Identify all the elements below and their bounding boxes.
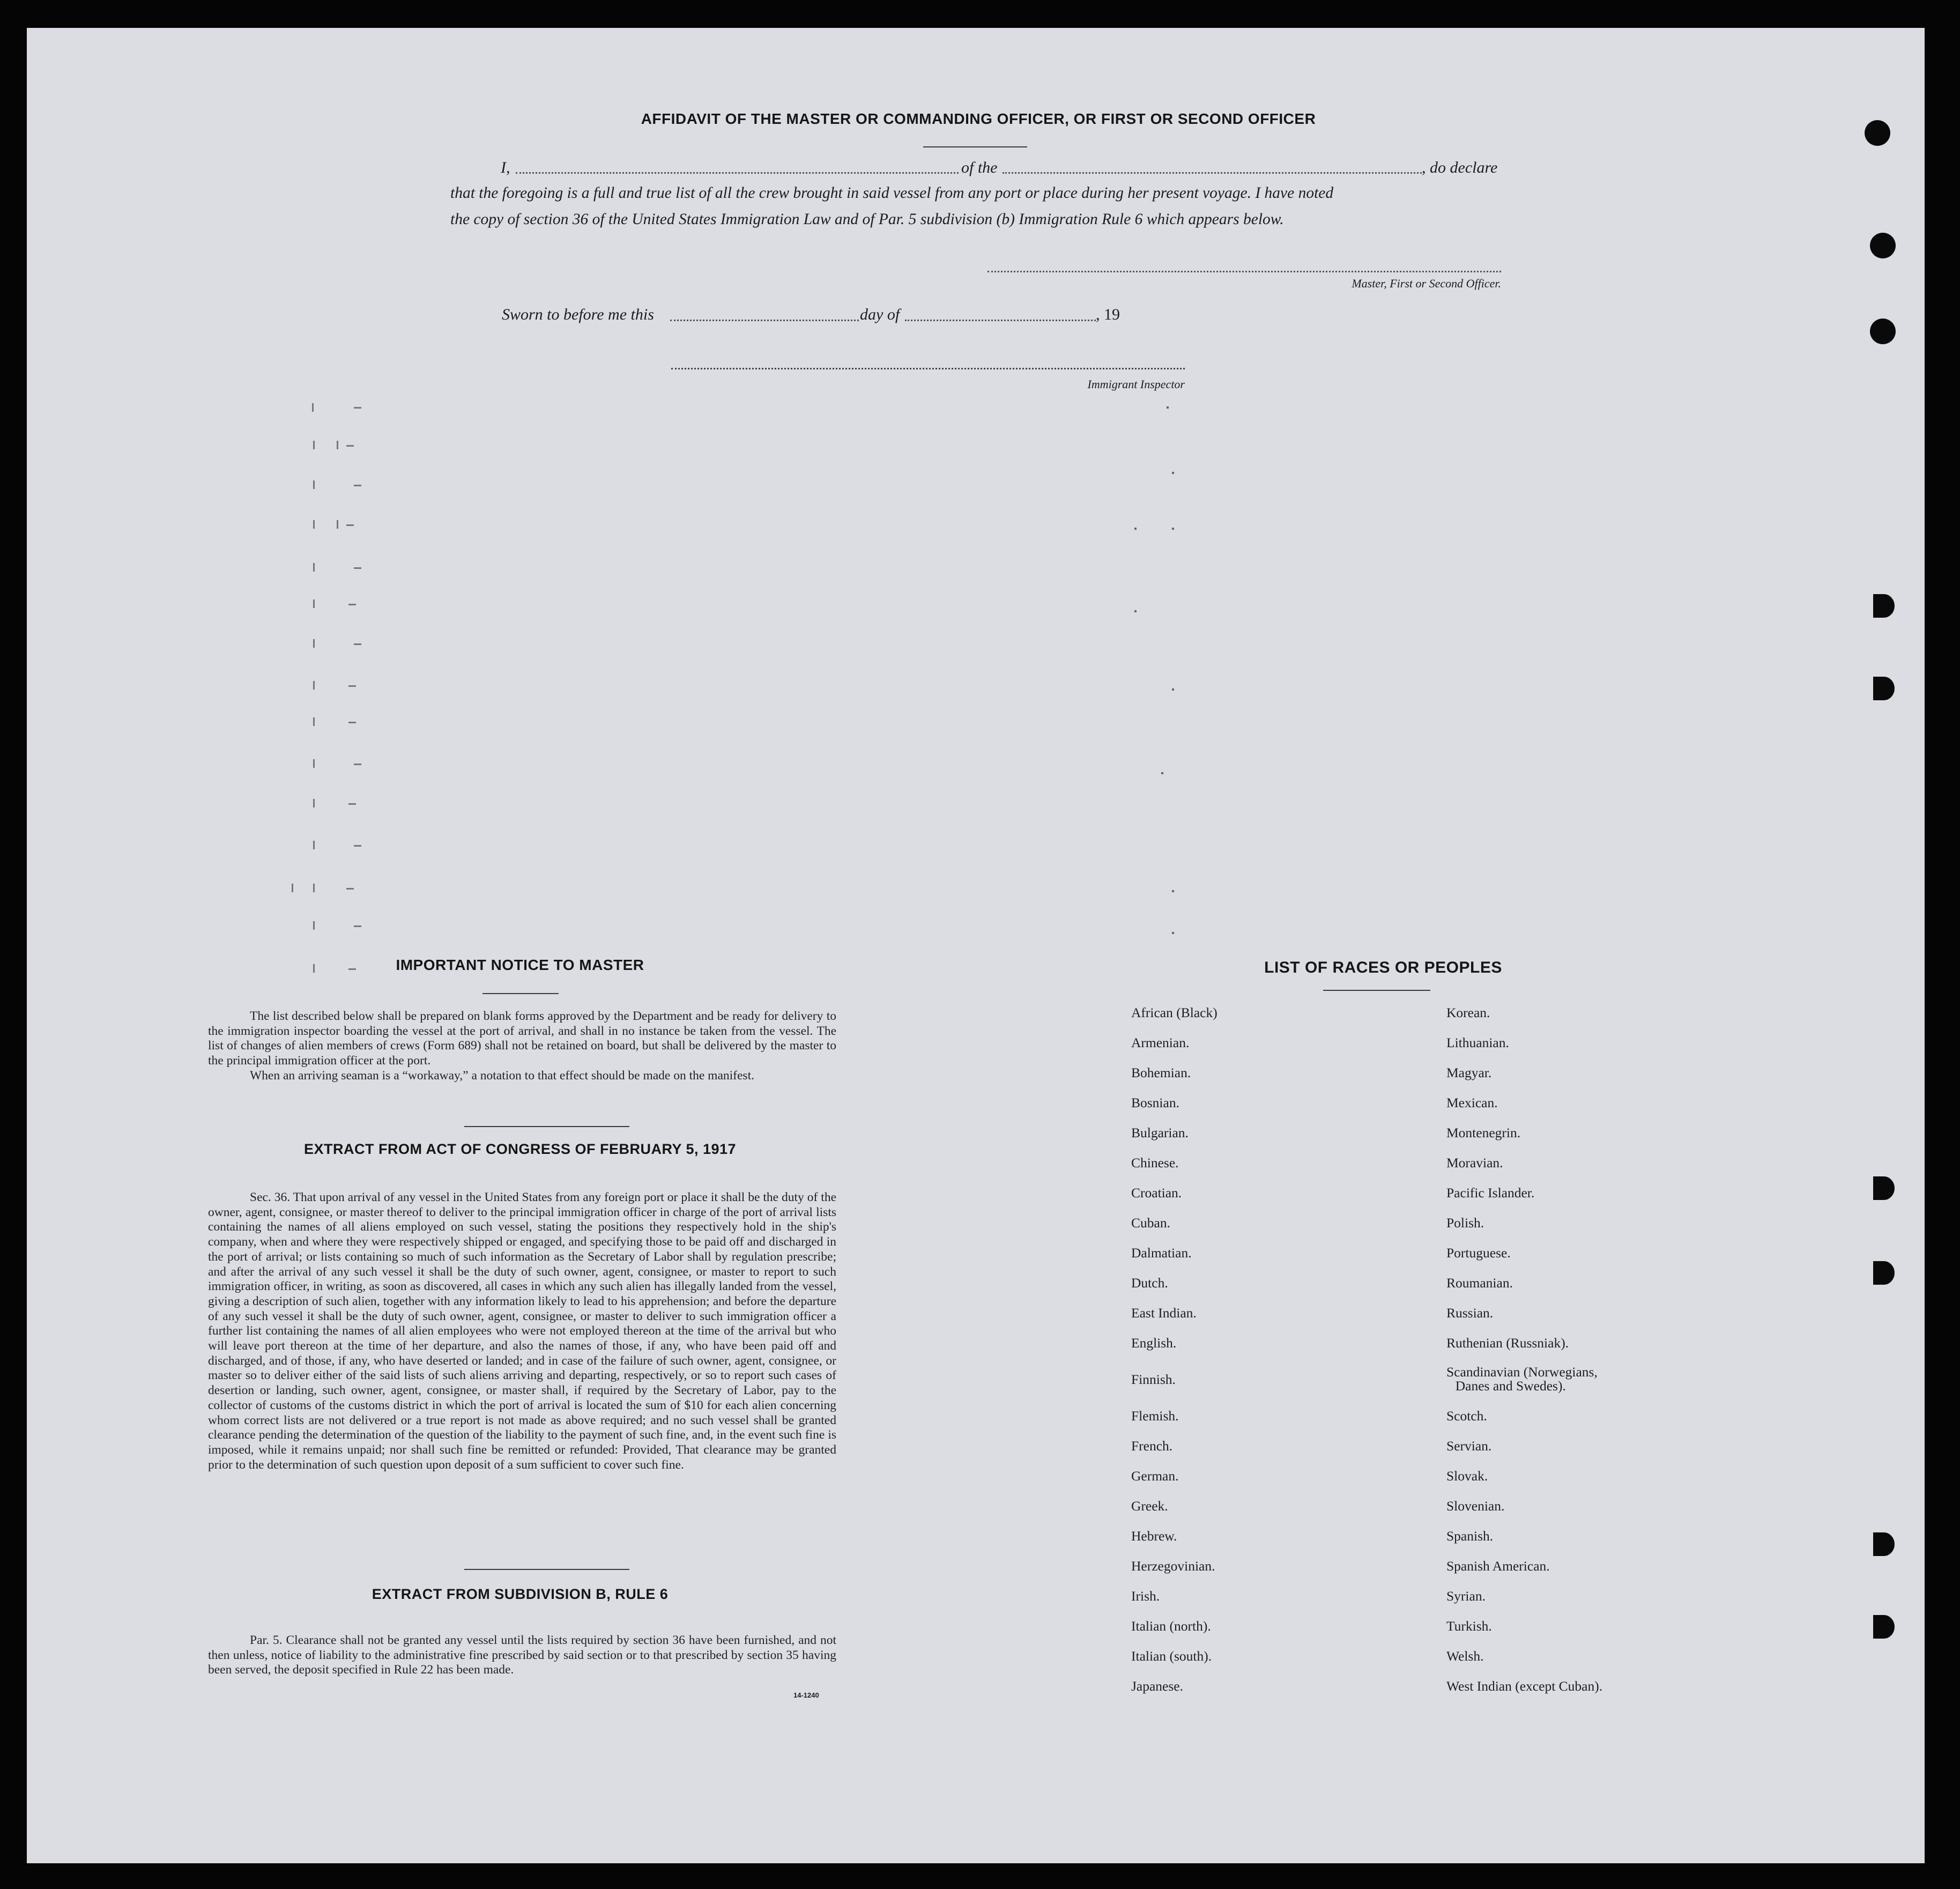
race-item: Dutch. xyxy=(1131,1275,1168,1291)
race-item: Magyar. xyxy=(1446,1065,1492,1080)
race-item: Dalmatian. xyxy=(1131,1245,1192,1261)
race-item: Portuguese. xyxy=(1446,1245,1511,1261)
inspector-label: Immigrant Inspector xyxy=(1087,377,1185,391)
race-item: Hebrew. xyxy=(1131,1528,1177,1544)
rule-top-rule xyxy=(464,1569,629,1570)
race-item: Italian (south). xyxy=(1131,1648,1212,1664)
race-item: Japanese. xyxy=(1131,1678,1183,1694)
binder-hole-8 xyxy=(1873,1532,1895,1556)
rule-text xyxy=(208,1633,836,1678)
declaration-line-2: that the foregoing is a full and true list of all the crew brought in said vessel from any port or place during her present voyage. I have noted xyxy=(450,184,1334,202)
races-title-rule xyxy=(1323,990,1430,991)
sworn-day-of: day of xyxy=(860,306,900,323)
declaration-of-the: of the xyxy=(961,159,998,176)
race-item: Bohemian. xyxy=(1131,1065,1191,1080)
race-item: Finnish. xyxy=(1131,1372,1176,1387)
race-item: Slovenian. xyxy=(1446,1498,1505,1514)
act-title: EXTRACT FROM ACT OF CONGRESS OF FEBRUARY 5, 1917 xyxy=(303,1141,737,1157)
race-item: Slovak. xyxy=(1446,1468,1488,1484)
vessel-name-field[interactable] xyxy=(1003,172,1422,174)
race-item: Ruthenian (Russniak). xyxy=(1446,1335,1569,1351)
act-top-rule xyxy=(464,1126,629,1127)
affidavit-title: AFFIDAVIT OF THE MASTER OR COMMANDING OFFICER, OR FIRST OR SECOND OFFICER xyxy=(641,110,1316,127)
race-item: Scandinavian (Norwegians, xyxy=(1446,1364,1598,1380)
form-number: 14-1240 xyxy=(793,1691,819,1699)
race-item: Herzegovinian. xyxy=(1131,1558,1215,1574)
notice-paragraph-2: When an arriving seaman is a “workaway,” a notation to that effect should be made on the manifest. xyxy=(250,1068,754,1083)
race-item: German. xyxy=(1131,1468,1179,1484)
act-text xyxy=(208,1190,836,1472)
rule-paragraph-5: Par. 5. Clearance shall not be granted any vessel until the lists required by section 36 have been furnished, and not then unless, notice of liability to the administrative fine prescribed by said section or to that prescribed by section 35 having been served, the deposit specified in Rule 22 has been made. xyxy=(208,1633,836,1677)
notice-title-rule xyxy=(482,993,559,994)
race-item: Welsh. xyxy=(1446,1648,1484,1664)
declarant-name-field[interactable] xyxy=(516,172,959,174)
binder-hole-7 xyxy=(1873,1261,1895,1285)
sworn-year: , 19 xyxy=(1096,306,1120,323)
act-section-36: Sec. 36. That upon arrival of any vessel in the United States from any foreign port or place it shall be the duty of the owner, agent, consignee, or master thereof to deliver to the principal immigration officer in charge of the port of arrival lists containing the names of all aliens employed on such vessel, stating the positions they respectively hold in the ship's company, when and where they were respectively shipped or engaged, and specifying those to be paid off and discharged in the port of arrival; or lists containing so much of such information as the Secretary of Labor shall by regulation prescribe; and after the arrival of any such vessel it shall be the duty of such owner, agent, consignee, or master to report to such immigration officer, in writing, as soon as discovered, all cases in which any such alien has illegally landed from the vessel, giving a description of such alien, together with any information likely to lead to his apprehension; and before the departure of any such vessel it shall be the duty of such owner, agent, consignee, or master to deliver to such immigration officer a further list containing the names of all alien employees who were not employed thereon at the time of the arrival but who will leave port thereon at the time of her departure, and also the names of those, if any, who have been paid off and discharged, and of those, if any, who have deserted or landed; and in case of the failure of such owner, agent, consignee, or master so to deliver either of the said lists of such aliens arriving and departing, respectively, or so to report such cases of desertion or landing, such owner, agent, consignee, or master shall, if required by the Secretary of Labor, pay to the collector of customs of the customs district in which the port of arrival is located the sum of $10 for each alien concerning whom correct lists are not delivered or a true report is not made as above required; and no such vessel shall be granted clearance pending the determination of the question of the liability to the payment of such fine, and, in the event such fine is imposed, while it remains unpaid; nor shall such fine be remitted or refunded: Provided, That clearance may be granted prior to the determination of such question upon deposit of a sum sufficient to cover such fine. xyxy=(208,1190,836,1472)
race-item: Armenian. xyxy=(1131,1035,1190,1050)
race-item: Bulgarian. xyxy=(1131,1125,1189,1140)
sworn-day-field[interactable] xyxy=(670,320,859,321)
notice-paragraph-1: The list described below shall be prepared on blank forms approved by the Department and be ready for delivery to the immigration inspector boarding the vessel at the port of arrival, and shall in no instance be taken from the vessel. The list of changes of alien members of crews (Form 689) shall not be retained on board, but shall be delivered by the master to the principal immigration officer at the port. xyxy=(208,1009,836,1068)
race-item: French. xyxy=(1131,1438,1173,1454)
sworn-month-field[interactable] xyxy=(905,320,1096,321)
race-item: East Indian. xyxy=(1131,1305,1197,1321)
master-signature-label: Master, First or Second Officer. xyxy=(1352,277,1501,290)
race-item: Danes and Swedes). xyxy=(1449,1378,1566,1394)
race-item: English. xyxy=(1131,1335,1177,1351)
race-item: Pacific Islander. xyxy=(1446,1185,1535,1201)
inspector-signature-line[interactable] xyxy=(671,368,1185,369)
binder-hole-6 xyxy=(1873,1176,1895,1200)
race-item: Irish. xyxy=(1131,1588,1160,1604)
binder-hole-4 xyxy=(1873,594,1895,618)
race-item: Scotch. xyxy=(1446,1408,1487,1424)
rule-title: EXTRACT FROM SUBDIVISION B, RULE 6 xyxy=(372,1586,669,1602)
affidavit-title-rule xyxy=(923,146,1027,147)
race-item: Russian. xyxy=(1446,1305,1494,1321)
form-sheet xyxy=(27,28,1925,1863)
master-signature-line[interactable] xyxy=(988,271,1501,272)
race-item: Flemish. xyxy=(1131,1408,1179,1424)
declaration-do-declare: , do declare xyxy=(1422,159,1498,176)
sworn-text: Sworn to before me this xyxy=(502,306,654,323)
race-item: Turkish. xyxy=(1446,1618,1492,1634)
race-item: Italian (north). xyxy=(1131,1618,1211,1634)
race-item: Spanish American. xyxy=(1446,1558,1550,1574)
race-item: Bosnian. xyxy=(1131,1095,1179,1110)
race-item: Korean. xyxy=(1446,1005,1490,1020)
race-item: Cuban. xyxy=(1131,1215,1170,1231)
race-item: African (Black) xyxy=(1131,1005,1217,1020)
race-item: Servian. xyxy=(1446,1438,1492,1454)
race-item: Lithuanian. xyxy=(1446,1035,1509,1050)
race-item: Montenegrin. xyxy=(1446,1125,1521,1140)
race-item: Moravian. xyxy=(1446,1155,1503,1171)
notice-title: IMPORTANT NOTICE TO MASTER xyxy=(396,957,644,973)
race-item: Polish. xyxy=(1446,1215,1484,1231)
race-item: Greek. xyxy=(1131,1498,1168,1514)
races-title: LIST OF RACES OR PEOPLES xyxy=(1264,959,1502,976)
binder-hole-2 xyxy=(1870,233,1896,258)
binder-hole-5 xyxy=(1873,677,1895,700)
race-item: Mexican. xyxy=(1446,1095,1498,1110)
race-item: Roumanian. xyxy=(1446,1275,1513,1291)
race-item: Syrian. xyxy=(1446,1588,1486,1604)
race-item: Chinese. xyxy=(1131,1155,1179,1171)
declaration-i: I, xyxy=(501,159,510,176)
declaration-line-3: the copy of section 36 of the United States Immigration Law and of Par. 5 subdivision (b) Immigration Rule 6 which appears below. xyxy=(450,211,1284,228)
notice-text xyxy=(208,1009,836,1084)
binder-hole-1 xyxy=(1865,120,1890,146)
race-item: Croatian. xyxy=(1131,1185,1182,1201)
race-item: West Indian (except Cuban). xyxy=(1446,1678,1603,1694)
binder-hole-3 xyxy=(1870,318,1896,344)
binder-hole-9 xyxy=(1873,1615,1895,1639)
race-item: Spanish. xyxy=(1446,1528,1494,1544)
